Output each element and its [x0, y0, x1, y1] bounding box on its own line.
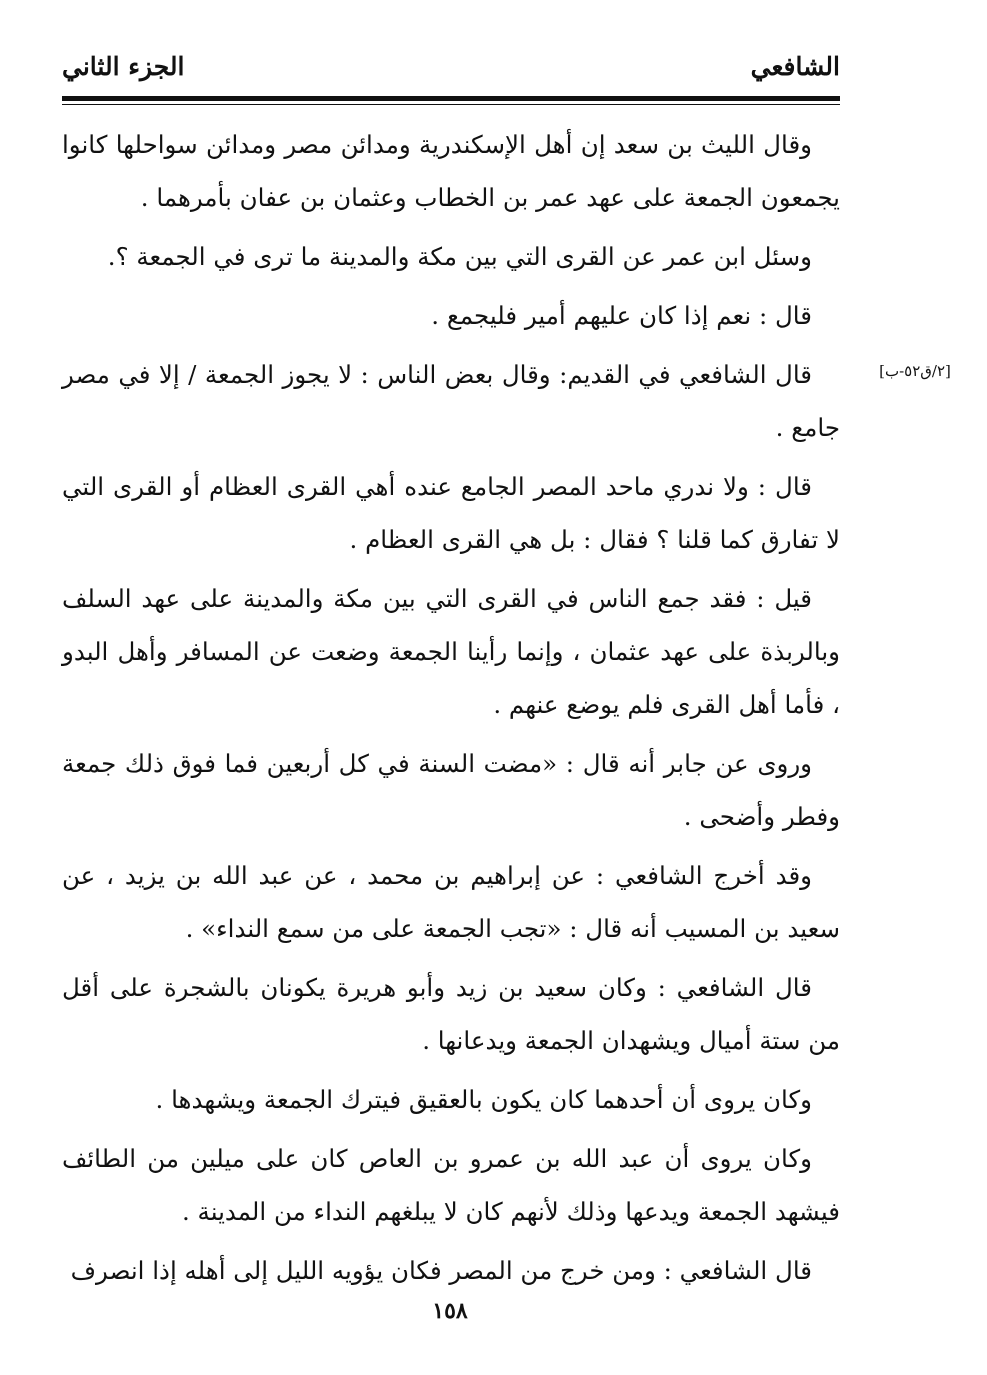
- running-header: [62, 52, 840, 94]
- manuscript-folio-note: [٢/ق٥٢-ب]: [879, 362, 951, 380]
- paragraph: وسئل ابن عمر عن القرى التي بين مكة والمدينة ما ترى في الجمعة ؟.: [107, 242, 812, 271]
- paragraph: وروى عن جابر أنه قال : «مضت السنة في كل أربعين فما فوق ذلك جمعة وفطر وأضحى .: [62, 749, 840, 831]
- paragraph: قال : ولا ندري ماحد المصر الجامع عنده أهي القرى العظام أو القرى التي لا تفارق كما قلنا ؟ فقال : بل هي القرى العظام .: [62, 472, 840, 554]
- volume-title: الجزء الثاني: [62, 52, 185, 81]
- paragraph: قال : نعم إذا كان عليهم أمير فليجمع .: [431, 301, 812, 330]
- paragraph: قيل : فقد جمع الناس في القرى التي بين مكة والمدينة على عهد السلف وبالربذة على عهد عثمان ، وإنما رأينا الجمعة وضعت عن المسافر وأهل البدو ، فأما أهل القرى فلم يوضع عنهم .: [62, 584, 840, 719]
- paragraph: قال الشافعي : ومن خرج من المصر فكان يؤويه الليل إلى أهله إذا انصرف: [70, 1256, 812, 1285]
- author-title: الشافعي: [750, 52, 840, 81]
- main-text: [62, 118, 840, 1303]
- paragraph: وقد أخرج الشافعي : عن إبراهيم بن محمد ، عن عبد الله بن يزيد ، عن سعيد بن المسيب أنه قال : «تجب الجمعة على من سمع النداء» .: [62, 861, 840, 943]
- paragraph: وكان يروى أن عبد الله بن عمرو بن العاص كان على ميلين من الطائف فيشهد الجمعة ويدعها وذلك لأنهم كان لا يبلغهم النداء من المدينة .: [62, 1144, 840, 1226]
- page-number: ١٥٨: [432, 1298, 468, 1324]
- paragraph: قال الشافعي في القديم: وقال بعض الناس : لا يجوز الجمعة / إلا في مصر جامع .: [62, 360, 840, 442]
- paragraph: وقال الليث بن سعد إن أهل الإسكندرية ومدائن مصر ومدائن سواحلها كانوا يجمعون الجمعة على عهد عمر بن الخطاب وعثمان بن عفان بأمرهما .: [62, 130, 840, 212]
- paragraph: وكان يروى أن أحدهما كان يكون بالعقيق فيترك الجمعة ويشهدها .: [155, 1085, 812, 1114]
- header-rule-thick: [62, 96, 840, 101]
- header-rule-thin: [62, 104, 840, 105]
- paragraph: قال الشافعي : وكان سعيد بن زيد وأبو هريرة يكونان بالشجرة على أقل من ستة أميال ويشهدان الجمعة ويدعانها .: [62, 973, 840, 1055]
